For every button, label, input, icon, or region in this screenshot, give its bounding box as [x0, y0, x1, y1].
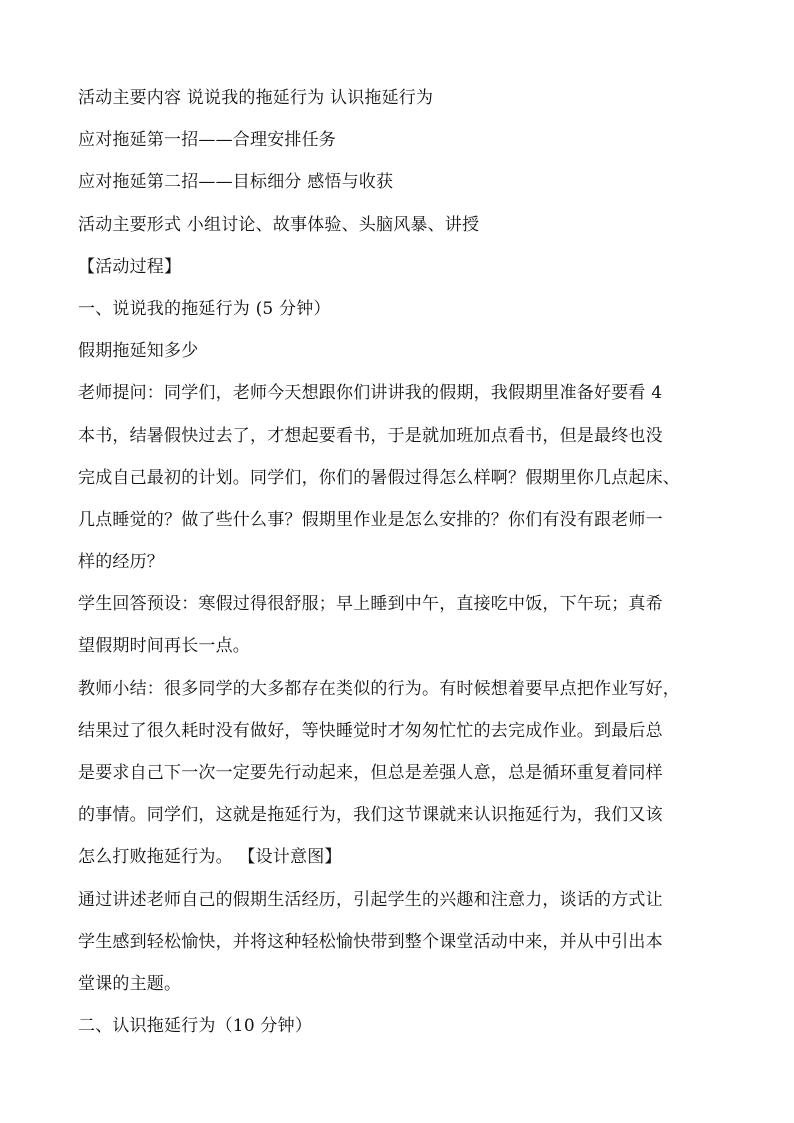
paragraph-line: 学生回答预设：寒假过得很舒服；早上睡到中午，直接吃中饭，下午玩；真希	[78, 594, 663, 615]
document-body	[78, 82, 738, 1052]
paragraph-line: 堂课的主题。	[78, 973, 182, 994]
paragraph-line: 样的经历？	[78, 552, 164, 573]
paragraph-line: 的事情。同学们，这就是拖延行为，我们这节课就来认识拖延行为，我们又该	[78, 805, 663, 826]
section-heading-part-one: 一、说说我的拖延行为 (5 分钟）	[78, 298, 331, 319]
paragraph-line: 学生感到轻松愉快，并将这种轻松愉快带到整个课堂活动中来，并从中引出本	[78, 931, 663, 952]
activity-content-line: 活动主要内容 说说我的拖延行为 认识拖延行为	[78, 88, 434, 108]
activity-form-line: 活动主要形式 小组讨论、故事体验、头脑风暴、讲授	[78, 214, 480, 235]
paragraph-line: 完成自己最初的计划。同学们，你们的暑假过得怎么样啊？假期里你几点起床、	[78, 467, 680, 488]
paragraph-line: 教师小结：很多同学的大多都存在类似的行为。有时候想着要早点把作业写好，	[78, 678, 680, 699]
paragraph-line: 结果过了很久耗时没有做好，等快睡觉时才匆匆忙忙的去完成作业。到最后总	[78, 720, 663, 741]
subheading-holiday-procrastination: 假期拖延知多少	[78, 341, 199, 362]
strategy-one-line: 应对拖延第一招——合理安排任务	[78, 130, 336, 151]
section-heading-process: 【活动过程】	[78, 256, 182, 277]
paragraph-line: 几点睡觉的？做了些什么事？假期里作业是怎么安排的？你们有没有跟老师一	[78, 509, 663, 530]
paragraph-line: 本书，结暑假快过去了，才想起要看书，于是就加班加点看书，但是最终也没	[78, 425, 663, 446]
strategy-two-line: 应对拖延第二招——目标细分 感悟与收获	[78, 172, 394, 193]
section-heading-part-two: 二、认识拖延行为（10 分钟）	[78, 1016, 313, 1037]
paragraph-line: 怎么打败拖延行为。 【设计意图】	[78, 847, 342, 868]
paragraph-line: 通过讲述老师自己的假期生活经历，引起学生的兴趣和注意力，谈话的方式让	[78, 889, 663, 910]
paragraph-line: 望假期时间再长一点。	[78, 636, 250, 657]
paragraph-line: 是要求自己下一次一定要先行动起来，但总是差强人意，总是循环重复着同样	[78, 763, 663, 783]
paragraph-line: 老师提问：同学们，老师今天想跟你们讲讲我的假期，我假期里准备好要看 4	[78, 383, 663, 404]
